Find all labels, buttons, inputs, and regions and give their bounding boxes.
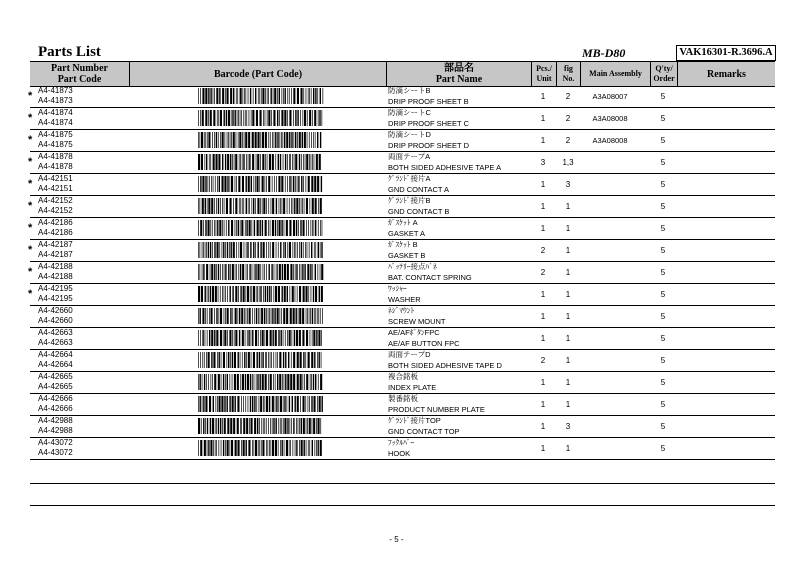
header-main-assembly: Main Assembly — [581, 62, 651, 86]
part-name-jp: AE/AFﾎﾞﾀﾝFPC — [388, 328, 440, 337]
part-name-en: BOTH SIDED ADHESIVE TAPE D — [388, 360, 502, 370]
fig-number: 1 — [565, 268, 571, 277]
part-name-en: GASKET B — [388, 250, 426, 260]
barcode — [198, 374, 324, 390]
part-name-en: WASHER — [388, 294, 421, 304]
part-name-cell — [388, 284, 421, 305]
header-qty-order: Q'ty/ Order — [651, 62, 678, 86]
qty-per-order: 5 — [660, 334, 666, 343]
part-name-cell — [388, 218, 425, 239]
part-name-en: INDEX PLATE — [388, 382, 437, 392]
table-row — [30, 86, 775, 108]
table-divider — [30, 483, 775, 484]
pcs-per-unit: 1 — [540, 180, 546, 189]
part-name-jp: ﾌｯｸﾙﾊﾞｰ — [388, 438, 415, 447]
part-name-en: BOTH SIDED ADHESIVE TAPE A — [388, 162, 502, 172]
part-name-en: GND CONTACT B — [388, 206, 450, 216]
table-row — [30, 174, 775, 196]
part-number: A4-42660 — [38, 306, 73, 315]
part-number: A4-42195 — [38, 284, 73, 293]
pcs-per-unit: 1 — [540, 334, 546, 343]
barcode — [198, 396, 324, 412]
part-number: A4-42188 — [38, 262, 73, 271]
fig-number: 1 — [565, 378, 571, 387]
part-name-en: GND CONTACT A — [388, 184, 449, 194]
pcs-per-unit: 1 — [540, 444, 546, 453]
part-code: A4-42988 — [38, 426, 73, 435]
part-name-jp: 複合銘板 — [388, 372, 418, 381]
pcs-per-unit: 2 — [540, 356, 546, 365]
table-row — [30, 196, 775, 218]
new-part-star: * — [28, 156, 33, 168]
part-name-cell — [388, 416, 460, 437]
qty-per-order: 5 — [660, 312, 666, 321]
table-row — [30, 108, 775, 130]
table-row — [30, 130, 775, 152]
barcode — [198, 220, 324, 236]
part-name-cell — [388, 174, 449, 195]
document-number: VAK16301-R.3696.A — [676, 45, 776, 61]
barcode — [198, 330, 324, 346]
part-name-cell — [388, 372, 436, 393]
barcode — [198, 242, 324, 258]
header-pcs-unit: Pcs./ Unit — [532, 62, 557, 86]
fig-number: 2 — [565, 136, 571, 145]
new-part-star: * — [28, 112, 33, 124]
part-name-jp: ｸﾞﾗﾝﾄﾞ接片TOP — [388, 416, 441, 425]
table-row — [30, 328, 775, 350]
barcode — [198, 352, 324, 368]
part-number: A4-41878 — [38, 152, 73, 161]
header-fig-no: fig No. — [557, 62, 581, 86]
pcs-per-unit: 1 — [540, 422, 546, 431]
part-number-cell — [38, 130, 73, 150]
part-number-cell — [38, 174, 73, 194]
barcode — [198, 264, 324, 280]
part-name-en: GND CONTACT TOP — [388, 426, 460, 436]
fig-number: 1 — [565, 444, 571, 453]
parts-table-body — [30, 86, 775, 460]
part-name-cell — [388, 152, 501, 173]
fig-number: 1 — [565, 224, 571, 233]
barcode — [198, 110, 324, 126]
part-number-cell — [38, 438, 73, 458]
part-name-en: DRIP PROOF SHEET C — [388, 118, 469, 128]
qty-per-order: 5 — [660, 92, 666, 101]
part-number-cell — [38, 416, 73, 436]
part-name-en: HOOK — [388, 448, 411, 458]
part-number-cell — [38, 306, 73, 326]
barcode — [198, 176, 324, 192]
table-row — [30, 284, 775, 306]
table-row — [30, 350, 775, 372]
page-number: - 5 - — [389, 535, 404, 544]
qty-per-order: 5 — [660, 114, 666, 123]
new-part-star: * — [28, 200, 33, 212]
part-code: A4-42660 — [38, 316, 73, 325]
part-name-jp: ｶﾞｽｹｯﾄ B — [388, 240, 418, 249]
part-number-cell — [38, 152, 73, 172]
part-name-jp: 防滴シートB — [388, 86, 431, 95]
part-name-jp: ｶﾞｽｹｯﾄ A — [388, 218, 418, 227]
part-number-cell — [38, 108, 73, 128]
part-name-jp: ﾈｼﾞﾏｳﾝﾄ — [388, 306, 415, 315]
barcode — [198, 132, 324, 148]
main-assembly: A3A08008 — [592, 136, 628, 145]
pcs-per-unit: 1 — [540, 92, 546, 101]
part-number-cell — [38, 394, 73, 414]
part-number: A4-42666 — [38, 394, 73, 403]
table-row — [30, 152, 775, 174]
part-code: A4-42152 — [38, 206, 73, 215]
header-remarks: Remarks — [707, 68, 746, 80]
part-name-cell — [388, 328, 460, 349]
fig-number: 1 — [565, 202, 571, 211]
pcs-per-unit: 1 — [540, 312, 546, 321]
new-part-star: * — [28, 222, 33, 234]
fig-number: 1 — [565, 400, 571, 409]
part-code: A4-42195 — [38, 294, 73, 303]
table-row — [30, 218, 775, 240]
table-row — [30, 416, 775, 438]
part-name-jp: 両面テープD — [388, 350, 431, 359]
new-part-star: * — [28, 178, 33, 190]
part-number: A4-42152 — [38, 196, 73, 205]
part-name-cell — [388, 306, 446, 327]
barcode — [198, 198, 324, 214]
page-title: Parts List — [38, 44, 101, 60]
pcs-per-unit: 1 — [540, 114, 546, 123]
table-divider — [30, 505, 775, 506]
new-part-star: * — [28, 90, 33, 102]
qty-per-order: 5 — [660, 356, 666, 365]
part-number-cell — [38, 350, 73, 370]
part-number: A4-42665 — [38, 372, 73, 381]
fig-number: 1 — [565, 246, 571, 255]
table-row — [30, 372, 775, 394]
fig-number: 1 — [565, 334, 571, 343]
barcode — [198, 88, 324, 104]
part-name-jp: ｸﾞﾗﾝﾄﾞ接片B — [388, 196, 431, 205]
main-assembly: A3A08008 — [592, 114, 628, 123]
pcs-per-unit: 1 — [540, 378, 546, 387]
fig-number: 1 — [565, 356, 571, 365]
part-code: A4-42186 — [38, 228, 73, 237]
part-name-jp: 防滴シートC — [388, 108, 431, 117]
table-row — [30, 394, 775, 416]
fig-number: 3 — [565, 422, 571, 431]
part-name-jp: 両面テープA — [388, 152, 431, 161]
fig-number: 1,3 — [562, 158, 574, 167]
part-name-cell — [388, 262, 472, 283]
header-part-name: 部品名 Part Name — [387, 62, 532, 86]
qty-per-order: 5 — [660, 378, 666, 387]
part-number: A4-42664 — [38, 350, 73, 359]
part-number: A4-43072 — [38, 438, 73, 447]
part-name-cell — [388, 240, 425, 261]
part-name-en: GASKET A — [388, 228, 425, 238]
part-code: A4-42665 — [38, 382, 73, 391]
qty-per-order: 5 — [660, 180, 666, 189]
qty-per-order: 5 — [660, 444, 666, 453]
part-name-cell — [388, 350, 502, 371]
pcs-per-unit: 1 — [540, 290, 546, 299]
qty-per-order: 5 — [660, 246, 666, 255]
part-name-jp: ｸﾞﾗﾝﾄﾞ接片A — [388, 174, 431, 183]
part-name-en: DRIP PROOF SHEET B — [388, 96, 469, 106]
part-name-jp: ﾊﾞｯﾃﾘｰ接点ﾊﾞﾈ — [388, 262, 437, 271]
part-number-cell — [38, 262, 73, 282]
part-number: A4-42151 — [38, 174, 73, 183]
part-code: A4-41875 — [38, 140, 73, 149]
part-name-en: DRIP PROOF SHEET D — [388, 140, 469, 150]
part-code: A4-43072 — [38, 448, 73, 457]
part-name-jp: 防滴シートD — [388, 130, 431, 139]
fig-number: 1 — [565, 290, 571, 299]
part-number: A4-42663 — [38, 328, 73, 337]
part-number: A4-41874 — [38, 108, 73, 117]
pcs-per-unit: 2 — [540, 246, 546, 255]
barcode — [198, 308, 324, 324]
part-name-cell — [388, 196, 449, 217]
qty-per-order: 5 — [660, 202, 666, 211]
pcs-per-unit: 1 — [540, 136, 546, 145]
part-name-en: AE/AF BUTTON FPC — [388, 338, 460, 348]
pcs-per-unit: 2 — [540, 268, 546, 277]
part-number-cell — [38, 240, 73, 260]
fig-number: 2 — [565, 114, 571, 123]
fig-number: 1 — [565, 312, 571, 321]
main-assembly: A3A08007 — [592, 92, 628, 101]
barcode — [198, 286, 324, 302]
qty-per-order: 5 — [660, 224, 666, 233]
part-name-jp: ﾜｯｼｬｰ — [388, 284, 407, 293]
part-number-cell — [38, 86, 73, 106]
header-barcode: Barcode (Part Code) — [130, 62, 387, 86]
part-name-cell — [388, 394, 485, 415]
part-number-cell — [38, 328, 73, 348]
new-part-star: * — [28, 244, 33, 256]
part-code: A4-41873 — [38, 96, 73, 105]
part-name-cell — [388, 130, 469, 151]
qty-per-order: 5 — [660, 422, 666, 431]
part-code: A4-42187 — [38, 250, 73, 259]
fig-number: 2 — [565, 92, 571, 101]
part-name-cell — [388, 438, 414, 459]
header-part-number: Part Number Part Code — [30, 62, 130, 86]
pcs-per-unit: 1 — [540, 202, 546, 211]
part-number-cell — [38, 218, 73, 238]
part-name-jp: 製番銘板 — [388, 394, 418, 403]
part-name-cell — [388, 108, 469, 129]
new-part-star: * — [28, 134, 33, 146]
part-code: A4-42151 — [38, 184, 73, 193]
table-header — [30, 61, 775, 87]
qty-per-order: 5 — [660, 290, 666, 299]
part-number: A4-42187 — [38, 240, 73, 249]
part-name-en: SCREW MOUNT — [388, 316, 446, 326]
part-code: A4-42663 — [38, 338, 73, 347]
part-number: A4-42186 — [38, 218, 73, 227]
pcs-per-unit: 1 — [540, 224, 546, 233]
fig-number: 3 — [565, 180, 571, 189]
part-code: A4-42666 — [38, 404, 73, 413]
qty-per-order: 5 — [660, 400, 666, 409]
qty-per-order: 5 — [660, 158, 666, 167]
part-number: A4-41875 — [38, 130, 73, 139]
part-code: A4-42188 — [38, 272, 73, 281]
model-name: MB-D80 — [582, 46, 626, 60]
table-row — [30, 240, 775, 262]
barcode — [198, 418, 324, 434]
table-row — [30, 306, 775, 328]
part-code: A4-42664 — [38, 360, 73, 369]
barcode — [198, 440, 324, 456]
table-row — [30, 438, 775, 460]
part-number-cell — [38, 372, 73, 392]
part-code: A4-41878 — [38, 162, 73, 171]
pcs-per-unit: 1 — [540, 400, 546, 409]
part-number-cell — [38, 196, 73, 216]
qty-per-order: 5 — [660, 136, 666, 145]
barcode — [198, 154, 324, 170]
table-row — [30, 262, 775, 284]
part-number: A4-42988 — [38, 416, 73, 425]
part-number-cell — [38, 284, 73, 304]
new-part-star: * — [28, 266, 33, 278]
qty-per-order: 5 — [660, 268, 666, 277]
part-name-en: BAT. CONTACT SPRING — [388, 272, 472, 282]
part-number: A4-41873 — [38, 86, 73, 95]
part-name-cell — [388, 86, 469, 107]
part-name-en: PRODUCT NUMBER PLATE — [388, 404, 485, 414]
pcs-per-unit: 3 — [540, 158, 546, 167]
new-part-star: * — [28, 288, 33, 300]
part-code: A4-41874 — [38, 118, 73, 127]
